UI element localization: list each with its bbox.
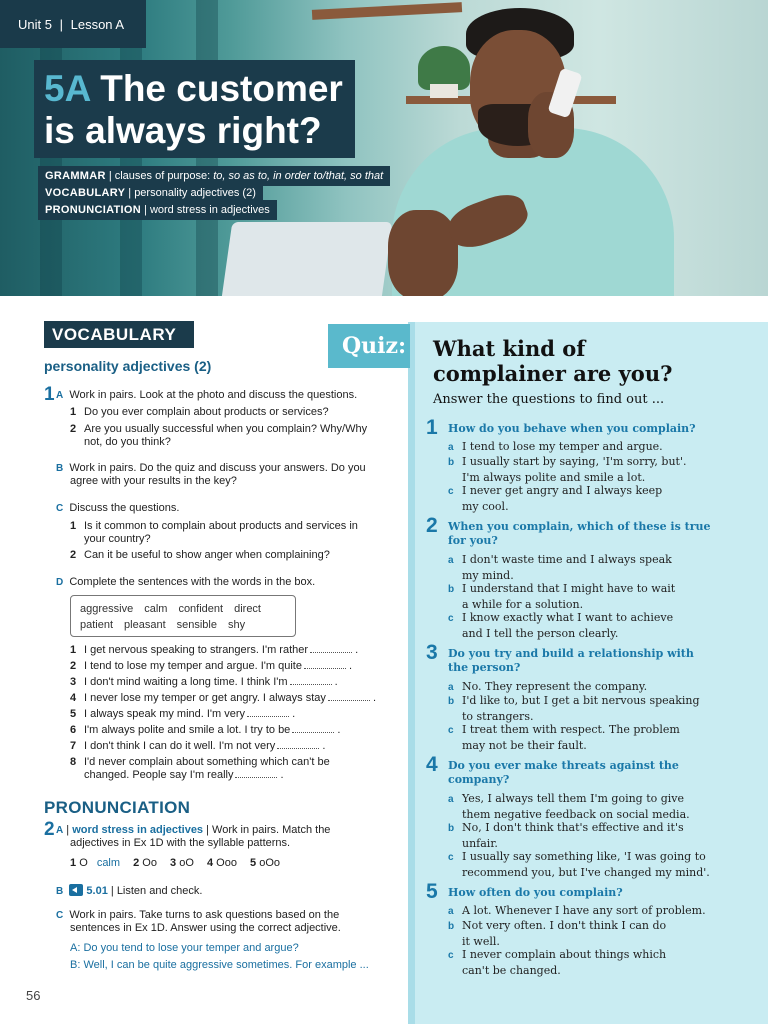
pronunciation-focus xyxy=(38,200,277,220)
sentence-item: 3 I don't mind waiting a long time. I think I'm . xyxy=(70,676,338,688)
grammar-italic: to, so as to, in order to/that, so that xyxy=(213,170,384,182)
sentence-item: 1 I get nervous speaking to strangers. I'm rather . xyxy=(70,644,359,656)
question-number: 1 xyxy=(426,416,438,439)
answer-option: b No, I don't think that's effective and it's unfair. xyxy=(448,821,684,850)
sentence-item: 8 I'd never complain about something which can't be changed. People say I'm really . xyxy=(70,756,330,781)
answer-option: a No. They represent the company. xyxy=(448,680,648,693)
syllable-patterns: 1 O calm 2 Oo 3 oO 4 Ooo 5 oOo xyxy=(70,857,281,869)
laptop-icon xyxy=(220,222,393,296)
pronunciation-heading: PRONUNCIATION xyxy=(44,798,191,817)
vocabulary-label: VOCABULARY xyxy=(45,187,126,199)
list-item: 1 Do you ever complain about products or services? xyxy=(70,406,329,418)
answer-option: c I usually say something like, 'I was going to recommend you, but I've changed my mind'. xyxy=(448,850,710,879)
question-text: Do you try and build a relationship with the person? xyxy=(448,647,694,674)
exercise-2b: B 5.01 | Listen and check. xyxy=(56,885,203,897)
exercise-1-number: 1 xyxy=(44,384,55,405)
sentence-item: 7 I don't think I can do it well. I'm not very . xyxy=(70,740,326,752)
sentence-item: 5 I always speak my mind. I'm very . xyxy=(70,708,296,720)
question-number: 5 xyxy=(426,880,438,903)
list-item: 2 Can it be useful to show anger when complaining? xyxy=(70,549,330,561)
audio-track[interactable]: 5.01 xyxy=(86,885,108,897)
grammar-label: GRAMMAR xyxy=(45,170,106,182)
page-number: 56 xyxy=(26,988,41,1003)
answer-option: a I tend to lose my temper and argue. xyxy=(448,440,663,453)
example-dialogue-a: A: Do you tend to lose your temper and argue? xyxy=(70,942,299,954)
list-item: 2 Are you usually successful when you complain? Why/Why not, do you think? xyxy=(70,423,368,448)
quiz-tab: Quiz: xyxy=(328,324,410,368)
vocabulary-subheading: personality adjectives (2) xyxy=(44,358,212,374)
answer-option: a I don't waste time and I always speak my mind. xyxy=(448,553,672,582)
sentence-item: 6 I'm always polite and smile a lot. I try to be . xyxy=(70,724,341,736)
vocabulary-heading: VOCABULARY xyxy=(44,321,194,348)
answer-option: c I know exactly what I want to achieve and I tell the person clearly. xyxy=(448,611,674,640)
page-title xyxy=(34,60,355,158)
example-dialogue-b: B: Well, I can be quite aggressive sometimes. For example ... xyxy=(70,959,369,971)
quiz-subtitle: Answer the questions to find out ... xyxy=(433,392,665,407)
answer-option: a A lot. Whenever I have any sort of problem. xyxy=(448,904,706,917)
question-number: 2 xyxy=(426,514,438,537)
question-text: When you complain, which of these is true for you? xyxy=(448,520,711,547)
answer-option: b I usually start by saying, 'I'm sorry, but'. I'm always polite and smile a lot. xyxy=(448,455,687,484)
question-number: 4 xyxy=(426,753,438,776)
answer-option: c I never complain about things which can't be changed. xyxy=(448,948,667,977)
vocabulary-text: | personality adjectives (2) xyxy=(125,187,256,199)
question-text: How do you behave when you complain? xyxy=(448,422,696,435)
unit-lesson-tab xyxy=(0,0,146,48)
word-box: aggressive calm confident direct patient pleasant sensible shy xyxy=(70,595,296,637)
exercise-2a: A | word stress in adjectives | Work in pairs. Match the adjectives in Ex 1D with the syllable patterns. xyxy=(56,824,331,849)
exercise-1c: C Discuss the questions. xyxy=(56,502,180,514)
exercise-instruction: Work in pairs. Look at the photo and discuss the questions. xyxy=(69,389,358,401)
exercise-1d: D Complete the sentences with the words in the box. xyxy=(56,576,316,588)
sentence-item: 4 I never lose my temper or get angry. I always stay . xyxy=(70,692,377,704)
unit-separator: | xyxy=(59,17,63,32)
lesson-number: 5A xyxy=(44,68,90,109)
answer-option: b Not very often. I don't think I can do it well. xyxy=(448,919,667,948)
answer-option: c I treat them with respect. The problem may not be their fault. xyxy=(448,723,680,752)
exercise-2-number: 2 xyxy=(44,819,55,840)
title-line-1: The customer xyxy=(100,68,343,109)
title-line-2: is always right? xyxy=(44,110,322,151)
audio-speaker-icon[interactable] xyxy=(69,884,83,896)
list-item: 1 Is it common to complain about products and services in your country? xyxy=(70,520,358,545)
answer-option: b I understand that I might have to wait a while for a solution. xyxy=(448,582,676,611)
grammar-text: | clauses of purpose: xyxy=(105,170,214,182)
pronunciation-label: PRONUNCIATION xyxy=(45,204,141,216)
exercise-1b: B Work in pairs. Do the quiz and discuss your answers. Do you agree with your results in the key? xyxy=(56,462,366,487)
answer-option: b I'd like to, but I get a bit nervous speaking to strangers. xyxy=(448,694,700,723)
question-text: Do you ever make threats against the company? xyxy=(448,759,679,786)
exercise-letter: A xyxy=(56,390,64,401)
exercise-1a xyxy=(56,389,357,402)
question-number: 3 xyxy=(426,641,438,664)
answer-option: c I never get angry and I always keep my cool. xyxy=(448,484,663,513)
lesson-label: Lesson A xyxy=(70,17,125,32)
sentence-item: 2 I tend to lose my temper and argue. I'm quite . xyxy=(70,660,353,672)
answer-option: a Yes, I always tell them I'm going to give them negative feedback on social media. xyxy=(448,792,690,821)
unit-label: Unit 5 xyxy=(18,17,52,32)
question-text: How often do you complain? xyxy=(448,886,623,899)
pronunciation-text: | word stress in adjectives xyxy=(140,204,270,216)
exercise-2c: C Work in pairs. Take turns to ask questions based on the sentences in Ex 1D. Answer using the correct adjective. xyxy=(56,909,341,934)
quiz-title: What kind of complainer are you? xyxy=(433,336,673,386)
